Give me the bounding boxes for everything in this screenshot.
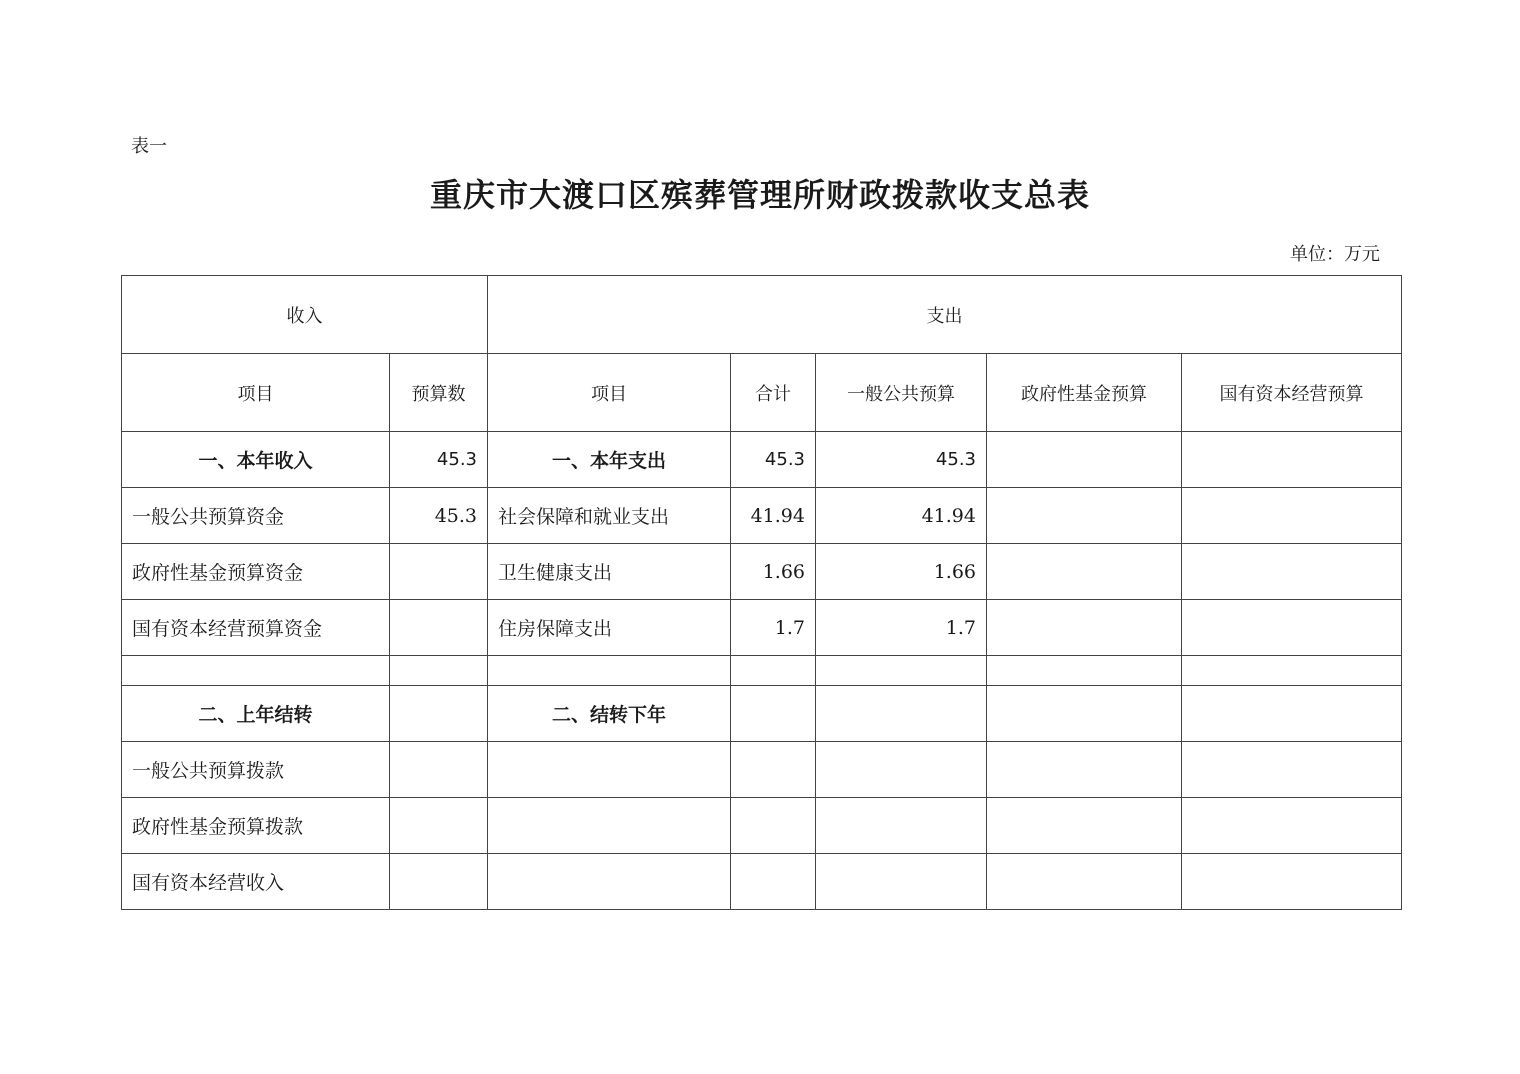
income-item: 二、上年结转 <box>122 686 390 742</box>
general-value: 45.3 <box>816 432 987 488</box>
total-value: 1.66 <box>731 544 816 600</box>
fund-value <box>987 488 1182 544</box>
fund-value <box>987 544 1182 600</box>
total-value <box>731 686 816 742</box>
unit-label: 单位：万元 <box>1290 244 1380 265</box>
income-budget: 45.3 <box>390 488 488 544</box>
table-row-spacer <box>122 656 1402 686</box>
total-value <box>731 798 816 854</box>
fund-value <box>987 686 1182 742</box>
income-item <box>122 656 390 686</box>
table-row <box>122 854 1402 910</box>
total-value: 45.3 <box>731 432 816 488</box>
col-income-budget: 预算数 <box>390 354 488 432</box>
col-fund-budget: 政府性基金预算 <box>987 354 1182 432</box>
general-value: 1.7 <box>816 600 987 656</box>
state-value <box>1182 432 1402 488</box>
col-total: 合计 <box>731 354 816 432</box>
income-item: 国有资本经营收入 <box>122 854 390 910</box>
table-row <box>122 544 1402 600</box>
table-row <box>122 488 1402 544</box>
fund-value <box>987 432 1182 488</box>
general-value <box>816 854 987 910</box>
expense-item <box>488 798 731 854</box>
table-row <box>122 432 1402 488</box>
income-budget: 45.3 <box>390 432 488 488</box>
table-label: 表一 <box>131 136 167 157</box>
expense-item <box>488 656 731 686</box>
header-row-columns <box>122 354 1402 432</box>
fund-value <box>987 798 1182 854</box>
page-title: 重庆市大渡口区殡葬管理所财政拨款收支总表 <box>429 176 1090 214</box>
col-income-item: 项目 <box>122 354 390 432</box>
table-row <box>122 686 1402 742</box>
state-value <box>1182 742 1402 798</box>
state-value <box>1182 854 1402 910</box>
expense-item: 一、本年支出 <box>488 432 731 488</box>
col-expense-item: 项目 <box>488 354 731 432</box>
state-value <box>1182 656 1402 686</box>
fund-value <box>987 742 1182 798</box>
expense-item <box>488 742 731 798</box>
general-value <box>816 742 987 798</box>
state-value <box>1182 798 1402 854</box>
income-item: 一、本年收入 <box>122 432 390 488</box>
expense-item <box>488 854 731 910</box>
income-budget <box>390 600 488 656</box>
fund-value <box>987 656 1182 686</box>
total-value <box>731 854 816 910</box>
col-state-capital-budget: 国有资本经营预算 <box>1182 354 1402 432</box>
general-value <box>816 686 987 742</box>
header-row-group <box>122 276 1402 354</box>
table-row <box>122 798 1402 854</box>
expense-item: 社会保障和就业支出 <box>488 488 731 544</box>
table-row <box>122 742 1402 798</box>
state-value <box>1182 488 1402 544</box>
expense-item: 二、结转下年 <box>488 686 731 742</box>
fund-value <box>987 600 1182 656</box>
col-general-budget: 一般公共预算 <box>816 354 987 432</box>
income-budget <box>390 854 488 910</box>
state-value <box>1182 544 1402 600</box>
income-budget <box>390 656 488 686</box>
income-item: 国有资本经营预算资金 <box>122 600 390 656</box>
income-budget <box>390 798 488 854</box>
income-item: 一般公共预算拨款 <box>122 742 390 798</box>
expense-header: 支出 <box>488 276 1402 354</box>
general-value <box>816 656 987 686</box>
general-value: 1.66 <box>816 544 987 600</box>
income-item: 政府性基金预算拨款 <box>122 798 390 854</box>
total-value <box>731 656 816 686</box>
total-value: 41.94 <box>731 488 816 544</box>
general-value <box>816 798 987 854</box>
total-value: 1.7 <box>731 600 816 656</box>
state-value <box>1182 600 1402 656</box>
fund-value <box>987 854 1182 910</box>
state-value <box>1182 686 1402 742</box>
income-item: 一般公共预算资金 <box>122 488 390 544</box>
expense-item: 卫生健康支出 <box>488 544 731 600</box>
expense-item: 住房保障支出 <box>488 600 731 656</box>
table-row <box>122 600 1402 656</box>
income-budget <box>390 742 488 798</box>
budget-table <box>121 275 1402 910</box>
total-value <box>731 742 816 798</box>
income-header: 收入 <box>122 276 488 354</box>
income-budget <box>390 544 488 600</box>
income-budget <box>390 686 488 742</box>
income-item: 政府性基金预算资金 <box>122 544 390 600</box>
general-value: 41.94 <box>816 488 987 544</box>
